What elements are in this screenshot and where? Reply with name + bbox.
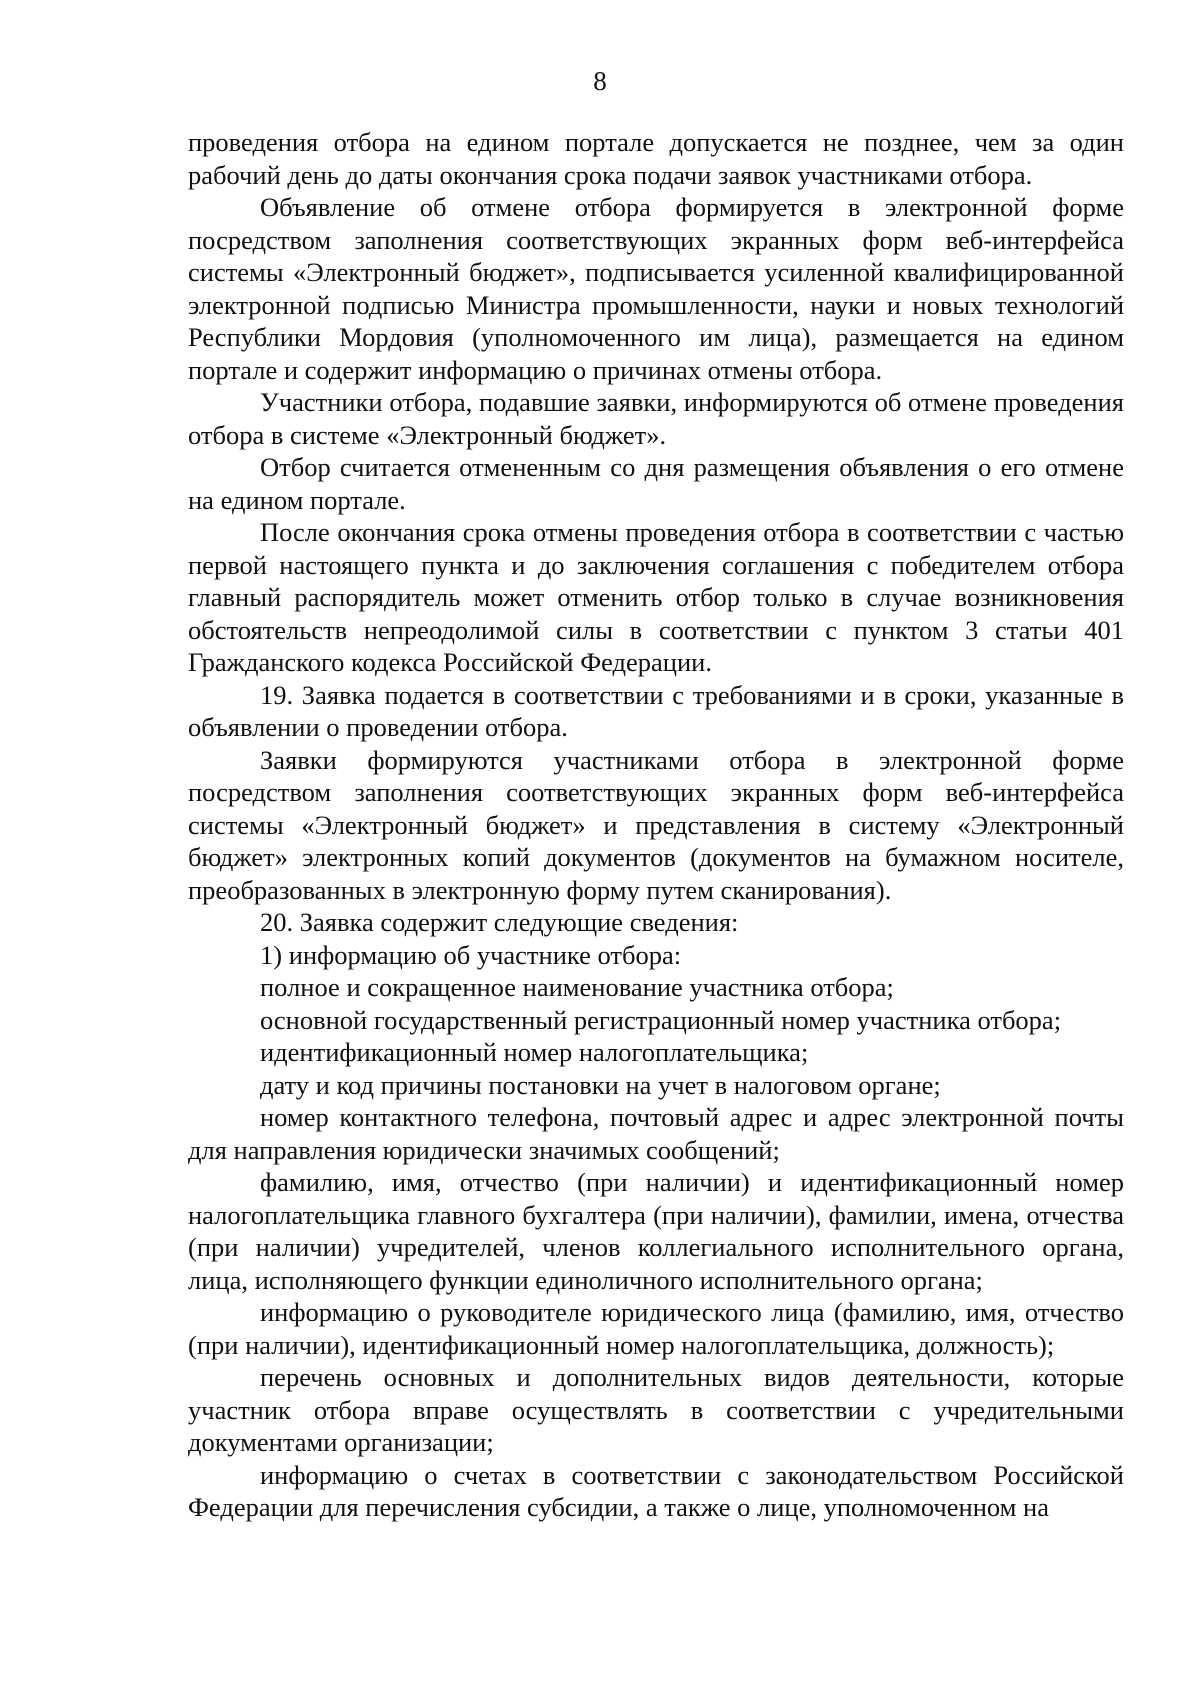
paragraph: Заявки формируются участниками отбора в электронной форме посредством заполнения соответствующих экранных форм веб-интерфейса системы «Электронный бюджет» и представления в систему «Электронный бюджет» электронных копий документов (документов на бумажном носителе, преобразованных в электронную форму путем сканирования).: [188, 744, 1124, 905]
paragraph: основной государственный регистрационный номер участника отбора;: [260, 1004, 1062, 1035]
body-text: [188, 126, 1124, 1524]
paragraph: Отбор считается отмененным со дня размещения объявления о его отмене на едином портале.: [188, 452, 1124, 515]
paragraph: информацию о руководителе юридического лица (фамилию, имя, отчество (при наличии), идентификационный номер налогоплательщика, должность);: [188, 1297, 1124, 1360]
paragraph: идентификационный номер налогоплательщика;: [260, 1037, 809, 1067]
paragraph: полное и сокращенное наименование участника отбора;: [260, 972, 894, 1002]
paragraph: 19. Заявка подается в соответствии с требованиями и в сроки, указанные в объявлении о проведении отбора.: [188, 679, 1124, 742]
paragraph: 1) информацию об участнике отбора:: [260, 939, 682, 970]
paragraph: перечень основных и дополнительных видов деятельности, которые участник отбора вправе осуществлять в соответствии с учредительными документами организации;: [188, 1362, 1124, 1457]
paragraph: фамилию, имя, отчество (при наличии) и идентификационный номер налогоплательщика главного бухгалтера (при наличии), фамилии, имена, отчества (при наличии) учредителей, членов коллегиального исполнительного органа, лица, исполняющего функции единоличного исполнительного органа;: [188, 1167, 1124, 1295]
paragraph: Объявление об отмене отбора формируется в электронной форме посредством заполнения соответствующих экранных форм веб-интерфейса системы «Электронный бюджет», подписывается усиленной квалифицированной электронной подписью Министра промышленности, науки и новых технологий Республики Мордовия (уполномоченного им лица), размещается на едином портале и содержит информацию о причинах отмены отбора.: [188, 192, 1124, 385]
paragraph: информацию о счетах в соответствии с законодательством Российской Федерации для перечисления субсидии, а также о лице, уполномоченном на: [188, 1459, 1124, 1522]
paragraph: 20. Заявка содержит следующие сведения:: [260, 907, 739, 937]
paragraph: После окончания срока отмены проведения отбора в соответствии с частью первой настоящего пункта и до заключения соглашения с победителем отбора главный распорядитель может отменить отбор только в случае возникновения обстоятельств непреодолимой силы в соответствии с пунктом 3 статьи 401 Гражданского кодекса Российской Федерации.: [188, 517, 1124, 677]
paragraph: дату и код причины постановки на учет в налоговом органе;: [260, 1069, 941, 1100]
paragraph: проведения отбора на едином портале допускается не позднее, чем за один рабочий день до даты окончания срока подачи заявок участниками отбора.: [188, 127, 1124, 190]
page-number: 8: [593, 66, 607, 96]
paragraph: Участники отбора, подавшие заявки, информируются об отмене проведения отбора в системе «Электронный бюджет».: [188, 387, 1124, 450]
paragraph: номер контактного телефона, почтовый адрес и адрес электронной почты для направления юридически значимых сообщений;: [188, 1102, 1124, 1165]
